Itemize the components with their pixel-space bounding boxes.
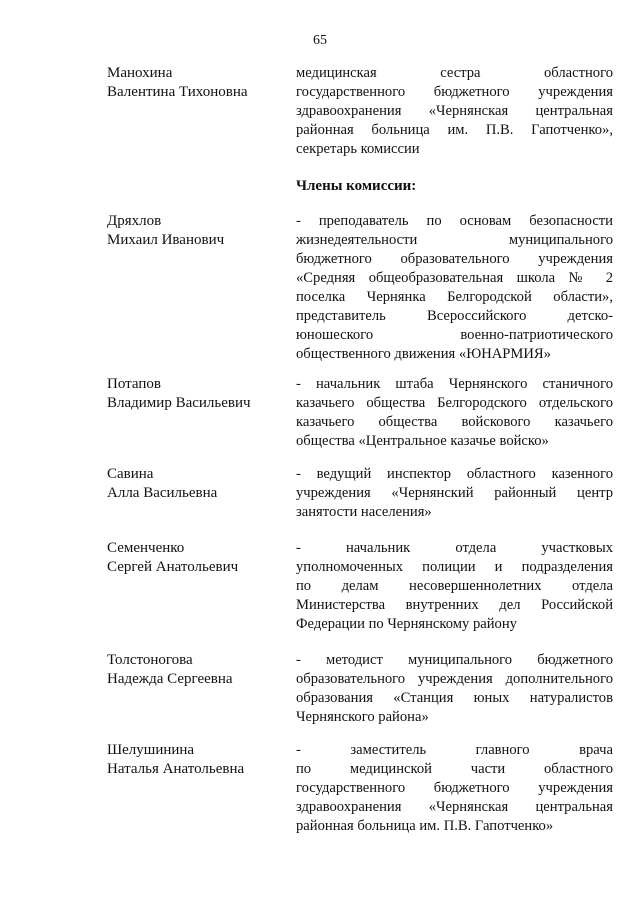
duty-line: уполномоченных полиции и подразделения	[296, 559, 613, 575]
duty-line: - начальник отдела участковых	[296, 540, 613, 556]
member-duty	[296, 539, 613, 634]
duty-line: - начальник штаба Чернянского станичного	[296, 376, 613, 392]
duty-line: Министерства внутренних дел Российской	[296, 597, 613, 613]
duty-line: Чернянского района»	[296, 709, 429, 725]
member-duty	[296, 465, 613, 522]
duty-line: казачьего общества войскового казачьего	[296, 414, 613, 430]
duty-line: государственного бюджетного учреждения	[296, 780, 613, 796]
duty-line: - методист муниципального бюджетного	[296, 652, 613, 668]
duty-line: секретарь комиссии	[296, 141, 420, 157]
member-duty	[296, 651, 613, 727]
duty-line: занятости населения»	[296, 504, 432, 520]
page-number: 65	[313, 33, 327, 48]
member-name: Семенченко Сергей Анатольевич	[107, 540, 239, 575]
duty-line: здравоохранения «Чернянская центральная	[296, 103, 613, 119]
duty-line: общественного движения «ЮНАРМИЯ»	[296, 346, 551, 362]
duty-line: районная больница им. П.В. Гапотченко»	[296, 818, 554, 834]
duty-line: государственного бюджетного учреждения	[296, 84, 613, 100]
member-duty	[296, 375, 613, 451]
duty-line: юношеского военно-патриотического	[296, 327, 613, 343]
duty-line: здравоохранения «Чернянская центральная	[296, 799, 613, 815]
duty-line: образования «Станция юных натуралистов	[296, 690, 613, 706]
duty-line: «Средняя общеобразовательная школа № 2	[296, 270, 613, 286]
duty-line: поселка Чернянка Белгородской области»,	[296, 289, 613, 305]
member-name: Савина Алла Васильевна	[107, 466, 218, 501]
duty-line: представитель Всероссийского детско-	[296, 308, 613, 324]
duty-line: учреждения «Чернянский районный центр	[296, 485, 613, 501]
member-name: Дряхлов Михаил Иванович	[107, 213, 225, 248]
duty-line: казачьего общества Белгородского отдельского	[296, 395, 613, 411]
duty-line: общества «Центральное казачье войско»	[296, 433, 549, 449]
duty-line: районная больница им. П.В. Гапотченко»,	[296, 122, 613, 138]
duty-line: образовательного учреждения дополнительного	[296, 671, 613, 687]
member-name: Толстоногова Надежда Сергеевна	[107, 652, 233, 687]
member-name: Шелушинина Наталья Анатольевна	[107, 742, 245, 777]
duty-line: - преподаватель по основам безопасности	[296, 213, 613, 229]
duty-line: Федерации по Чернянскому району	[296, 616, 517, 632]
duty-line: - ведущий инспектор областного казенного	[296, 466, 613, 482]
member-name: Потапов Владимир Васильевич	[107, 376, 251, 411]
secretary-duty	[296, 64, 613, 159]
duty-line: бюджетного образовательного учреждения	[296, 251, 613, 267]
duty-line: жизнедеятельности муниципального	[296, 232, 613, 248]
secretary-name: Манохина Валентина Тихоновна	[107, 65, 248, 100]
members-heading: Члены комиссии:	[296, 178, 417, 194]
duty-line: медицинская сестра областного	[296, 65, 613, 81]
duty-line: по делам несовершеннолетних отдела	[296, 578, 613, 594]
duty-line: - заместитель главного врача	[296, 742, 613, 758]
duty-line: по медицинской части областного	[296, 761, 613, 777]
member-duty	[296, 741, 613, 836]
member-duty	[296, 212, 613, 364]
